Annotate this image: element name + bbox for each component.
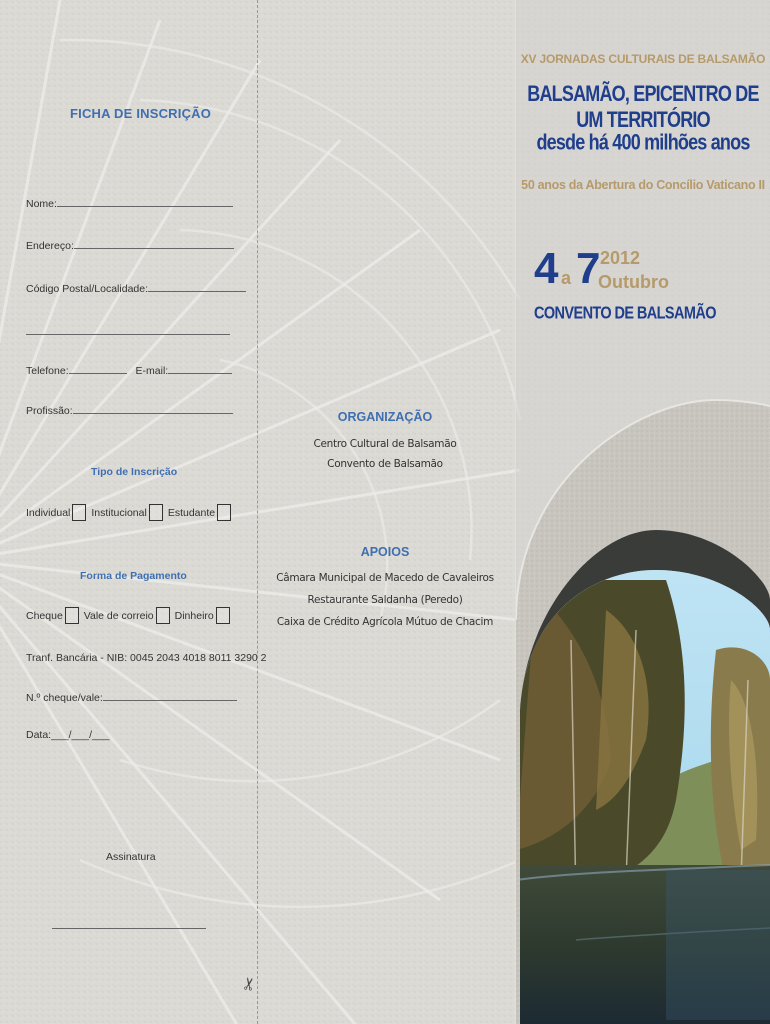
option-dinheiro-label: Dinheiro	[174, 609, 214, 622]
subtitle: 50 anos da Abertura do Concílio Vaticano II	[521, 178, 765, 192]
payment-method-title: Forma de Pagamento	[80, 570, 187, 582]
name-blank[interactable]	[57, 197, 233, 207]
supporter-item: Câmara Municipal de Macedo de Cavaleiros	[276, 572, 494, 584]
address-field[interactable]	[26, 239, 234, 252]
payment-method-options	[26, 607, 235, 624]
checkbox-icon[interactable]	[216, 607, 230, 624]
phone-label: Telefone:	[26, 365, 69, 377]
option-institucional-label: Institucional	[91, 506, 147, 519]
option-estudante[interactable]	[168, 504, 234, 521]
profession-blank[interactable]	[73, 404, 233, 414]
date-field[interactable]	[26, 729, 110, 741]
event-year: 2012	[600, 248, 641, 268]
registration-type-title: Tipo de Inscrição	[91, 466, 178, 478]
checkbox-icon[interactable]	[65, 607, 79, 624]
option-estudante-label: Estudante	[167, 506, 216, 519]
checkbox-icon[interactable]	[156, 607, 170, 624]
bank-transfer-info: Tranf. Bancária - NIB: 0045 2043 4018 8011 3290 2	[26, 652, 267, 664]
stone-arch-river-photo	[516, 380, 770, 1024]
option-vale-correio[interactable]	[84, 607, 173, 624]
venue: CONVENTO DE BALSAMÃO	[534, 304, 716, 324]
name-field[interactable]	[26, 197, 233, 210]
date-blanks[interactable]: ___/___/___	[51, 729, 110, 741]
supporter-item: Caixa de Crédito Agrícola Mútuo de Chacim	[276, 616, 494, 628]
headline-line-1: BALSAMÃO, EPICENTRO DE UM TERRITÓRIO	[527, 80, 759, 132]
cheque-number-field[interactable]	[26, 691, 237, 704]
organization-title: ORGANIZAÇÃO	[337, 410, 433, 424]
profession-label: Profissão:	[26, 405, 73, 417]
organization-item: Convento de Balsamão	[327, 458, 443, 470]
name-label: Nome:	[26, 198, 57, 210]
option-dinheiro[interactable]	[175, 607, 233, 624]
checkbox-icon[interactable]	[149, 504, 163, 521]
date-label: Data:	[26, 729, 52, 741]
edition-title: XV JORNADAS CULTURAIS DE BALSAMÃO	[520, 52, 766, 66]
form-title: FICHA DE INSCRIÇÃO	[70, 106, 212, 121]
checkbox-icon[interactable]	[72, 504, 86, 521]
address-blank[interactable]	[74, 239, 234, 249]
cheque-number-blank[interactable]	[103, 691, 237, 701]
address-label: Endereço:	[26, 240, 74, 252]
option-institucional[interactable]	[91, 504, 165, 521]
signature-label: Assinatura	[106, 851, 156, 863]
profession-field[interactable]	[26, 404, 233, 417]
option-individual[interactable]	[26, 504, 89, 521]
signature-line[interactable]	[52, 928, 206, 929]
event-month: Outubro	[598, 272, 669, 292]
scissors-icon: ✂	[239, 975, 261, 993]
day-start: 4	[534, 244, 559, 293]
cheque-number-label: N.º cheque/vale:	[26, 692, 103, 704]
option-individual-label: Individual	[26, 506, 71, 519]
phone-blank[interactable]	[69, 364, 127, 374]
supporters-list	[265, 567, 505, 633]
headline-line-2: desde há 400 milhões anos	[536, 129, 750, 155]
option-cheque-label: Cheque	[26, 609, 63, 622]
organization-item: Centro Cultural de Balsamão	[313, 438, 457, 450]
contact-row[interactable]	[26, 364, 232, 377]
email-label: E-mail:	[135, 365, 169, 377]
address-extra-line[interactable]	[26, 334, 230, 335]
supporter-item: Restaurante Saldanha (Peredo)	[307, 594, 463, 606]
fold-line-left	[257, 0, 258, 1024]
registration-type-options	[26, 504, 236, 521]
day-separator: a	[561, 268, 572, 288]
supporters-title: APOIOS	[360, 545, 410, 559]
postal-code-label: Código Postal/Localidade:	[26, 283, 149, 295]
day-end: 7	[576, 244, 601, 293]
postal-code-field[interactable]	[26, 282, 246, 295]
option-cheque[interactable]	[26, 607, 82, 624]
checkbox-icon[interactable]	[217, 504, 231, 521]
organization-list	[265, 433, 505, 475]
option-vale-correio-label: Vale de correio	[83, 609, 154, 622]
postal-code-blank[interactable]	[148, 282, 246, 292]
email-blank[interactable]	[168, 364, 232, 374]
